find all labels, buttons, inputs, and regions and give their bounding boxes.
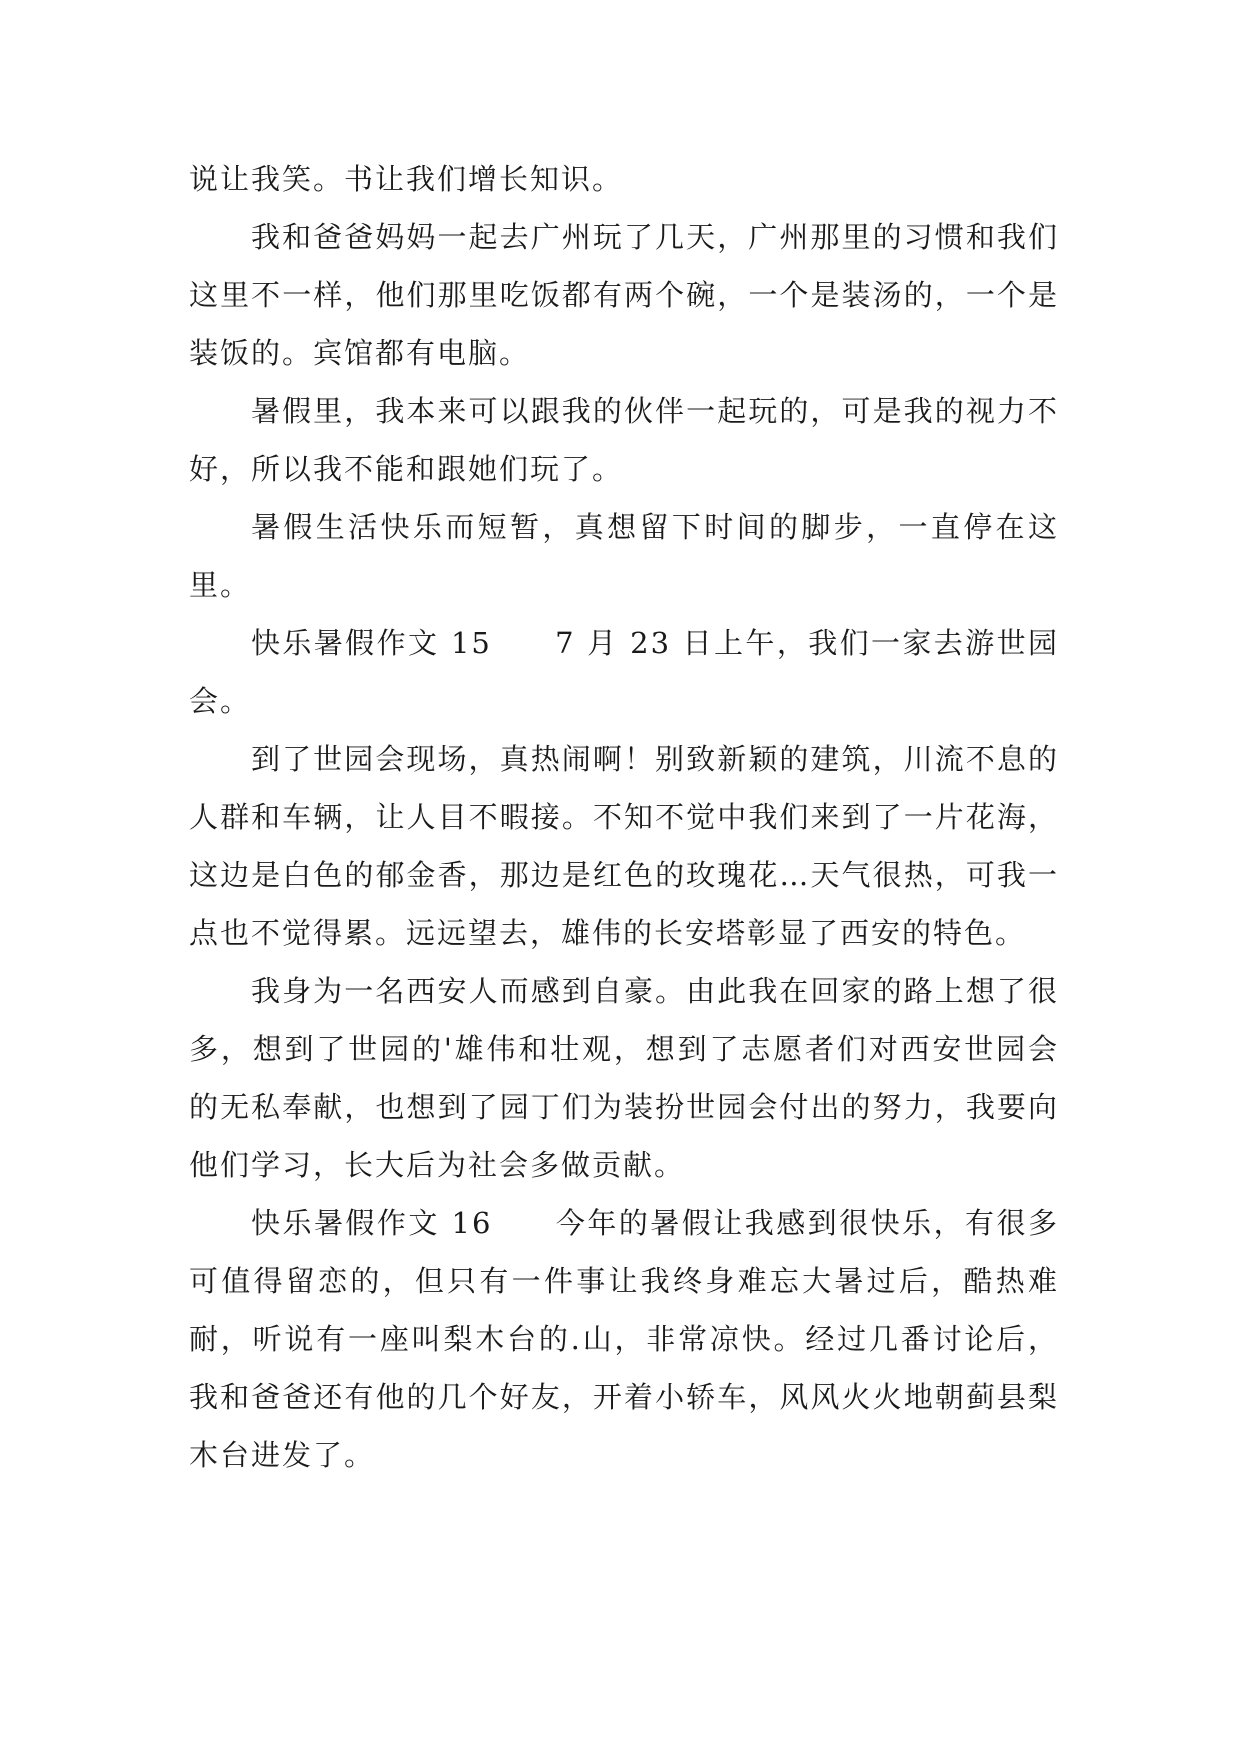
paragraph-2: 我和爸爸妈妈一起去广州玩了几天，广州那里的习惯和我们这里不一样，他们那里吃饭都有两个碗，一个是装汤的，一个是装饭的。宾馆都有电脑。 <box>189 220 1059 370</box>
paragraph-3: 暑假里，我本来可以跟我的伙伴一起玩的，可是我的视力不好，所以我不能和跟她们玩了。 <box>189 394 1059 486</box>
paragraph-4: 暑假生活快乐而短暂，真想留下时间的脚步，一直停在这里。 <box>189 510 1059 602</box>
document-body <box>189 150 1059 1484</box>
paragraph-1: 说让我笑。书让我们增长知识。 <box>189 162 624 196</box>
paragraph-5-essay-15: 快乐暑假作文 15 7 月 23 日上午，我们一家去游世园会。 <box>189 626 1059 718</box>
paragraph-7: 我身为一名西安人而感到自豪。由此我在回家的路上想了很多，想到了世园的'雄伟和壮观，想到了志愿者们对西安世园会的无私奉献，也想到了园丁们为装扮世园会付出的努力，我要向他们学习，长大后为社会多做贡献。 <box>189 974 1059 1182</box>
paragraph-8-essay-16: 快乐暑假作文 16 今年的暑假让我感到很快乐，有很多可值得留恋的，但只有一件事让我终身难忘大暑过后，酷热难耐，听说有一座叫梨木台的.山，非常凉快。经过几番讨论后，我和爸爸还有他的几个好友，开着小轿车，风风火火地朝蓟县梨木台进发了。 <box>189 1206 1059 1472</box>
paragraph-6: 到了世园会现场，真热闹啊！别致新颖的建筑，川流不息的人群和车辆，让人目不暇接。不知不觉中我们来到了一片花海，这边是白色的郁金香，那边是红色的玫瑰花…天气很热，可我一点也不觉得累。远远望去，雄伟的长安塔彰显了西安的特色。 <box>189 742 1059 950</box>
